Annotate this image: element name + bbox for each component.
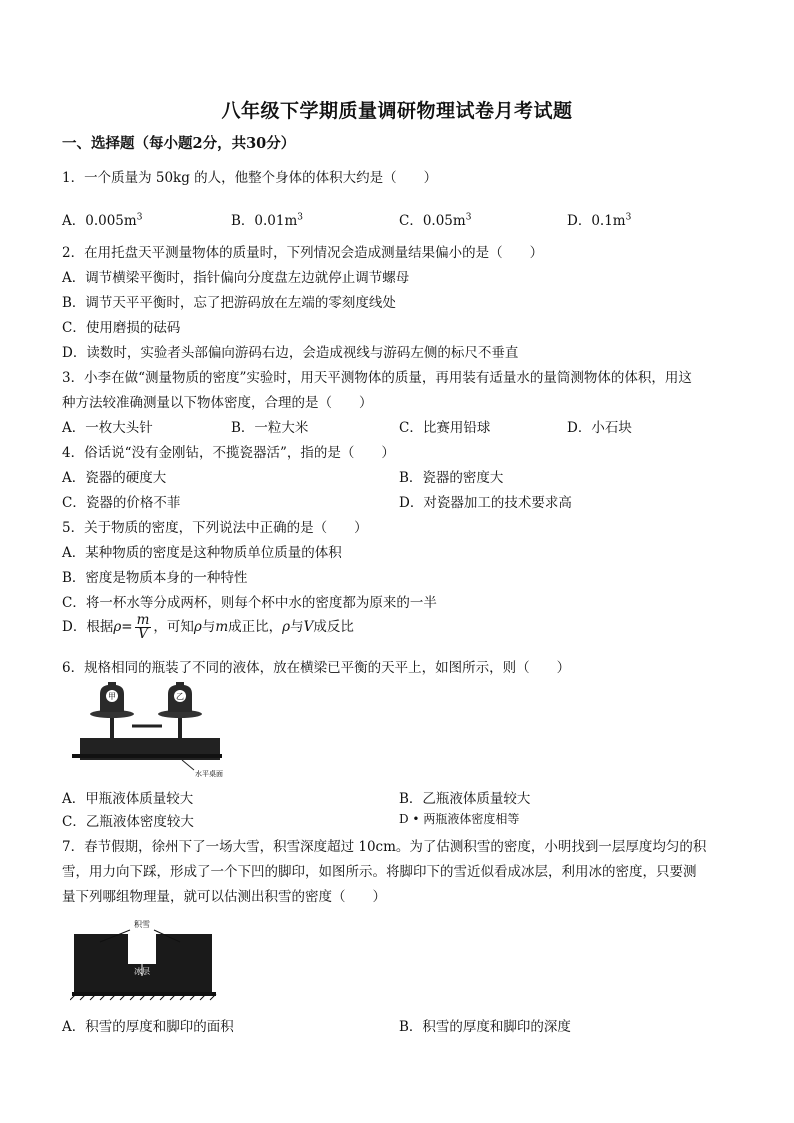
ice-label: 冰层 bbox=[134, 967, 150, 976]
q7-option-b: B．积雪的厚度和脚印的深度 bbox=[399, 1019, 571, 1035]
q5-option-d: D．根据ρ= $\frac{m}{V}$ ，可知ρ与m成正比，ρ与V成反比 bbox=[62, 612, 354, 642]
q7-option-a: A．积雪的厚度和脚印的面积 bbox=[62, 1019, 234, 1035]
q7-stem-line2: 雪，用力向下踩，形成了一个下凹的脚印，如图所示。将脚印下的雪近似看成冰层，利用冰的密度，只要测 bbox=[62, 864, 697, 880]
q4-stem: 4．俗话说“没有金刚钻，不揽瓷器活”，指的是（ ） bbox=[62, 445, 395, 461]
q3-option-c: C．比赛用铅球 bbox=[399, 420, 491, 436]
q6-option-d: D • 两瓶液体密度相等 bbox=[399, 812, 520, 826]
q5-option-b: B．密度是物质本身的一种特性 bbox=[62, 570, 248, 586]
q7-stem-line3: 量下列哪组物理量，就可以估测出积雪的密度（ ） bbox=[62, 889, 386, 905]
q7-stem-line1: 7．春节假期，徐州下了一场大雪，积雪深度超过 10cm。为了估测积雪的密度，小明找到一层厚度均匀的积 bbox=[62, 839, 707, 855]
q3-stem-line2: 种方法较准确测量以下物体密度，合理的是（ ） bbox=[62, 395, 373, 411]
q1-option-d: D．$0.1m^3$ bbox=[567, 212, 632, 229]
q1-option-c: C．$0.05m^3$ bbox=[399, 212, 472, 229]
q5-option-a: A．某种物质的密度是这种物质单位质量的体积 bbox=[62, 545, 342, 561]
q3-option-b: B．一粒大米 bbox=[231, 420, 309, 436]
page-title: 八年级下学期质量调研物理试卷月考试题 bbox=[221, 100, 573, 122]
q4-option-d: D．对瓷器加工的技术要求高 bbox=[399, 495, 572, 511]
q2-option-b: B．调节天平平衡时，忘了把游码放在左端的零刻度线处 bbox=[62, 295, 396, 311]
q5-option-c: C．将一杯水等分成两杯，则每个杯中水的密度都为原来的一半 bbox=[62, 595, 437, 611]
q3-option-d: D．小石块 bbox=[567, 420, 632, 436]
q1-option-b: B．$0.01m^3$ bbox=[231, 212, 304, 229]
q2-option-a: A．调节横梁平衡时，指针偏向分度盘左边就停止调节螺母 bbox=[62, 270, 410, 286]
q2-option-d: D．读数时，实验者头部偏向游码右边，会造成视线与游码左侧的标尺不垂直 bbox=[62, 345, 519, 361]
bottle-left-label: 甲 bbox=[108, 692, 116, 701]
q6-stem: 6．规格相同的瓶装了不同的液体，放在横梁已平衡的天平上，如图所示，则（ ） bbox=[62, 660, 571, 676]
q4-option-c: C．瓷器的价格不菲 bbox=[62, 495, 181, 511]
q4-option-b: B．瓷器的密度大 bbox=[399, 470, 504, 486]
q2-option-c: C．使用磨损的砝码 bbox=[62, 320, 181, 336]
q2-stem: 2．在用托盘天平测量物体的质量时，下列情况会造成测量结果偏小的是（ ） bbox=[62, 245, 544, 261]
bottle-right-label: 乙 bbox=[176, 692, 184, 701]
q4-option-a: A．瓷器的硬度大 bbox=[62, 470, 167, 486]
balance-figure bbox=[72, 682, 242, 778]
density-formula-fraction: $\frac{m}{V}$ bbox=[136, 612, 150, 642]
section-heading: 一、选择题（每小题2分，共30分） bbox=[62, 135, 296, 152]
snow-footprint-figure bbox=[70, 914, 220, 1002]
q1-option-a: A．$0.005m^3$ bbox=[62, 212, 143, 229]
q6-option-a: A．甲瓶液体质量较大 bbox=[62, 791, 194, 807]
q5-stem: 5．关于物质的密度，下列说法中正确的是（ ） bbox=[62, 520, 368, 536]
q3-stem-line1: 3．小李在做“测量物质的密度”实验时，用天平测物体的质量，再用装有适量水的量筒测物体的体积，用这 bbox=[62, 370, 692, 386]
q6-option-c: C．乙瓶液体密度较大 bbox=[62, 814, 194, 830]
table-caption: 水平桌面 bbox=[195, 770, 223, 778]
q3-option-a: A．一枚大头针 bbox=[62, 420, 153, 436]
q6-option-b: B．乙瓶液体质量较大 bbox=[399, 791, 531, 807]
snow-label: 积雪 bbox=[134, 920, 150, 929]
q1-stem: 1．一个质量为 50kg 的人，他整个身体的体积大约是（ ） bbox=[62, 170, 438, 186]
